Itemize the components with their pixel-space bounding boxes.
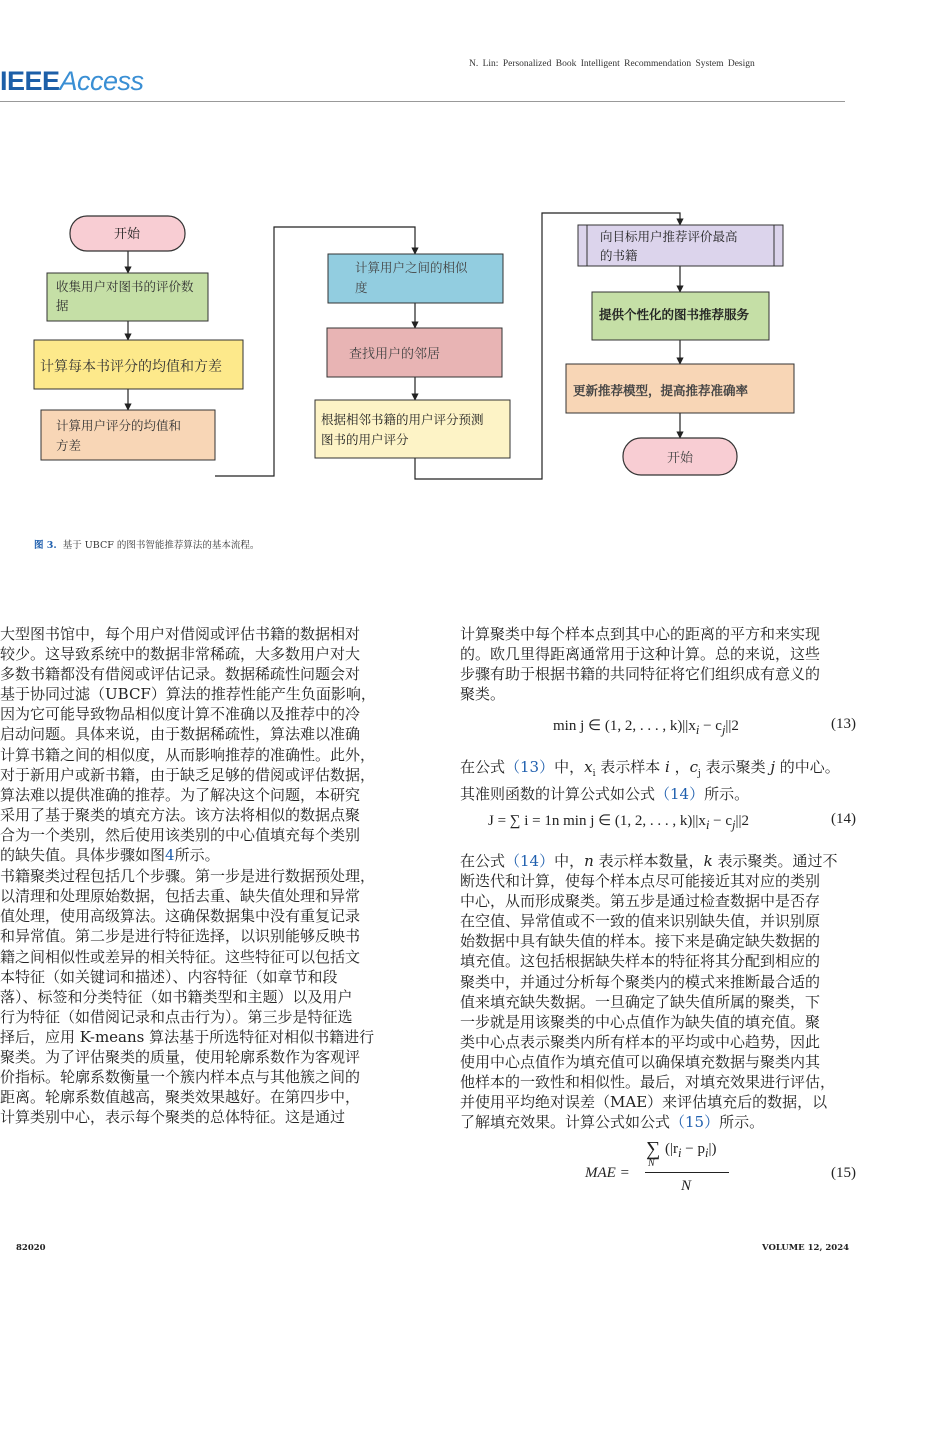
node-similarity-label-1: 计算用户之间的相似 (355, 260, 468, 275)
equation-13-number: (13) (831, 716, 856, 732)
node-user-mean-label-2: 方差 (56, 438, 82, 453)
node-start-label: 开始 (113, 227, 141, 242)
right-paragraph-3: 在公式（14）中，n 表示样本数量，k 表示聚类。通过不 断迭代和计算，使每个样本点尽可能接近其对应的类别 中心，从而形成聚类。第五步是通过检查数据中是否存 在空值、异常值或不一致的值来识别缺失值，并识别原 始数据中具有缺失值的样本。接下来是确定缺失数据的 填充值。这包括根据缺失样本的特征将其分配到相应的 聚类中，并通过分析每个聚类内的模式来推断最合适的 值来填充缺失数据。一旦确定了缺失值所属的聚类，下 一步就是用该聚类的中心点值作为缺失值的填充值。聚 类中心点表示聚类内所有样本的平均或中心趋势，因此 使用中心点值作为填充值可以确保填充数据与聚类内其 他样本的一致性和相似性。最后，对填充效果进行评估， 并使用平均绝对误差（MAE）来评估填充后的数据，以 了解填充效果。计算公式如公式（15）所示。 (460, 852, 838, 1132)
node-predict-label-2: 图书的用户评分 (321, 432, 409, 447)
node-update-label: 更新推荐模型，提高推荐准确率 (573, 383, 749, 398)
node-neighbors-label: 查找用户的邻居 (349, 347, 441, 362)
volume-label: VOLUME 12, 2024 (762, 1243, 850, 1253)
node-recommend-label-2: 的书籍 (600, 248, 638, 263)
node-predict (315, 400, 510, 458)
right-column (460, 624, 900, 704)
flowchart-figure (0, 200, 950, 500)
equation-ref-13[interactable]: （13） (505, 758, 555, 776)
node-similarity-label-2: 度 (355, 280, 368, 295)
equation-15-number: (15) (831, 1165, 856, 1181)
header-rule (0, 101, 845, 102)
equation-14: J = ∑ i = 1n min j ∈ (1, 2, . . . , $k)||x_i - c_j||2$ (488, 813, 750, 832)
equation-15-lhs: MAE = (585, 1165, 630, 1181)
node-user-mean-label-1: 计算用户评分的均值和 (56, 418, 182, 433)
right-paragraph-2: 在公式（13）中，$x_i$ 表示样本 i ，$c_j$ 表示聚类 j 的中心。 其准则函数的计算公式如公式（14）所示。 (460, 758, 840, 804)
node-book-mean-label: 计算每本书评分的均值和方差 (40, 359, 222, 375)
right-paragraph-1: 计算聚类中每个样本点到其中心的距离的平方和来实现 的。欧几里得距离通常用于这种计算。总的来说，这些 步骤有助于根据书籍的共同特征将它们组织成有意义的 聚类。 (460, 625, 821, 704)
equation-13: min j ∈ (1, 2, . . . , $k)||x_i - c_j||2$ (553, 718, 739, 737)
equation-15: MAE = ∑ N $(|r_i - p_i|)$ N (585, 1138, 745, 1198)
equation-14-number: (14) (831, 811, 856, 827)
page-number: 82020 (16, 1243, 46, 1253)
equation-ref-14[interactable]: （14） (655, 785, 705, 804)
equation-15-sum-sub: N (648, 1158, 655, 1169)
figure-ref-4[interactable]: 4 (165, 846, 175, 865)
node-recommend-label-1: 向目标用户推荐评价最高 (600, 229, 738, 244)
node-service-label: 提供个性化的图书推荐服务 (599, 307, 750, 322)
equation-ref-15[interactable]: （15） (670, 1113, 720, 1132)
equation-15-denominator: N (681, 1178, 692, 1194)
left-paragraph-2: 书籍聚类过程包括几个步骤。第一步是进行数据预处理， 以清理和处理原始数据，包括去重、缺失值处理和异常 值处理，使用高级算法。这确保数据集中没有重复记录 和异常值。第二步是进行特征选择，以识别能够反映书 籍之间相似性或差异的相关特征。这些特征可以包括文 本特征（如关键词和描述）、内容特征（如章节和段 落）、标签和分类特征（如书籍类型和主题）以及用户 行为特征（如借阅记录和点击行为）。第三步是特征选 择后，应用 K-means 算法基于所选特征对相似书籍进行 聚类。为了评估聚类的质量，使用轮廓系数作为客观评 价指标。轮廓系数衡量一个簇内样本点与其他簇之间的 距离。轮廓系数值越高，聚类效果越好。在第四步中， 计算类别中心，表示每个聚类的总体特征。这是通过 (0, 867, 376, 1127)
left-paragraph-1: 大型图书馆中，每个用户对借阅或评估书籍的数据相对 较少。这导致系统中的数据非常稀疏，大多数用户对大 多数书籍都没有借阅或评估记录。数据稀疏性问题会对 基于协同过滤（UBCF）算法的推荐性能产生负面影响， 因为它可能导致物品相似度计算不准确以及推荐中的冷 启动问题。具体来说，由于数据稀疏性，算法难以准确 计算书籍之间的相似度，从而影响推荐的准确性。此外， 对于新用户或新书籍，由于缺乏足够的借阅或评估数据， 算法难以提供准确的推荐。为了解决这个问题，本研究 采用了基于聚类的填充方法。该方法将相似的数据点聚 合为一个类别，然后使用该类别的中心值填充每个类别 的缺失值。具体步骤如图4所示。 (0, 625, 376, 865)
running-head: N. Lin: Personalized Book Intelligent Recommendation System Design (469, 59, 755, 69)
ieee-access-logo: IEEEAccess (0, 66, 144, 96)
equation-15-sum: ∑ (646, 1138, 661, 1160)
equation-15-fraction-bar (645, 1172, 729, 1173)
node-end-label: 开始 (666, 451, 694, 466)
left-column (0, 624, 442, 1127)
figure-caption: 图 3. 基于 UBCF 的图书智能推荐算法的基本流程。 (34, 540, 260, 551)
node-collect-label-1: 收集用户对图书的评价数 (56, 279, 194, 294)
equation-ref-14b[interactable]: （14） (505, 852, 555, 870)
node-predict-label-1: 根据相邻书籍的用户评分预测 (321, 412, 484, 427)
node-collect-label-2: 据 (56, 298, 69, 313)
